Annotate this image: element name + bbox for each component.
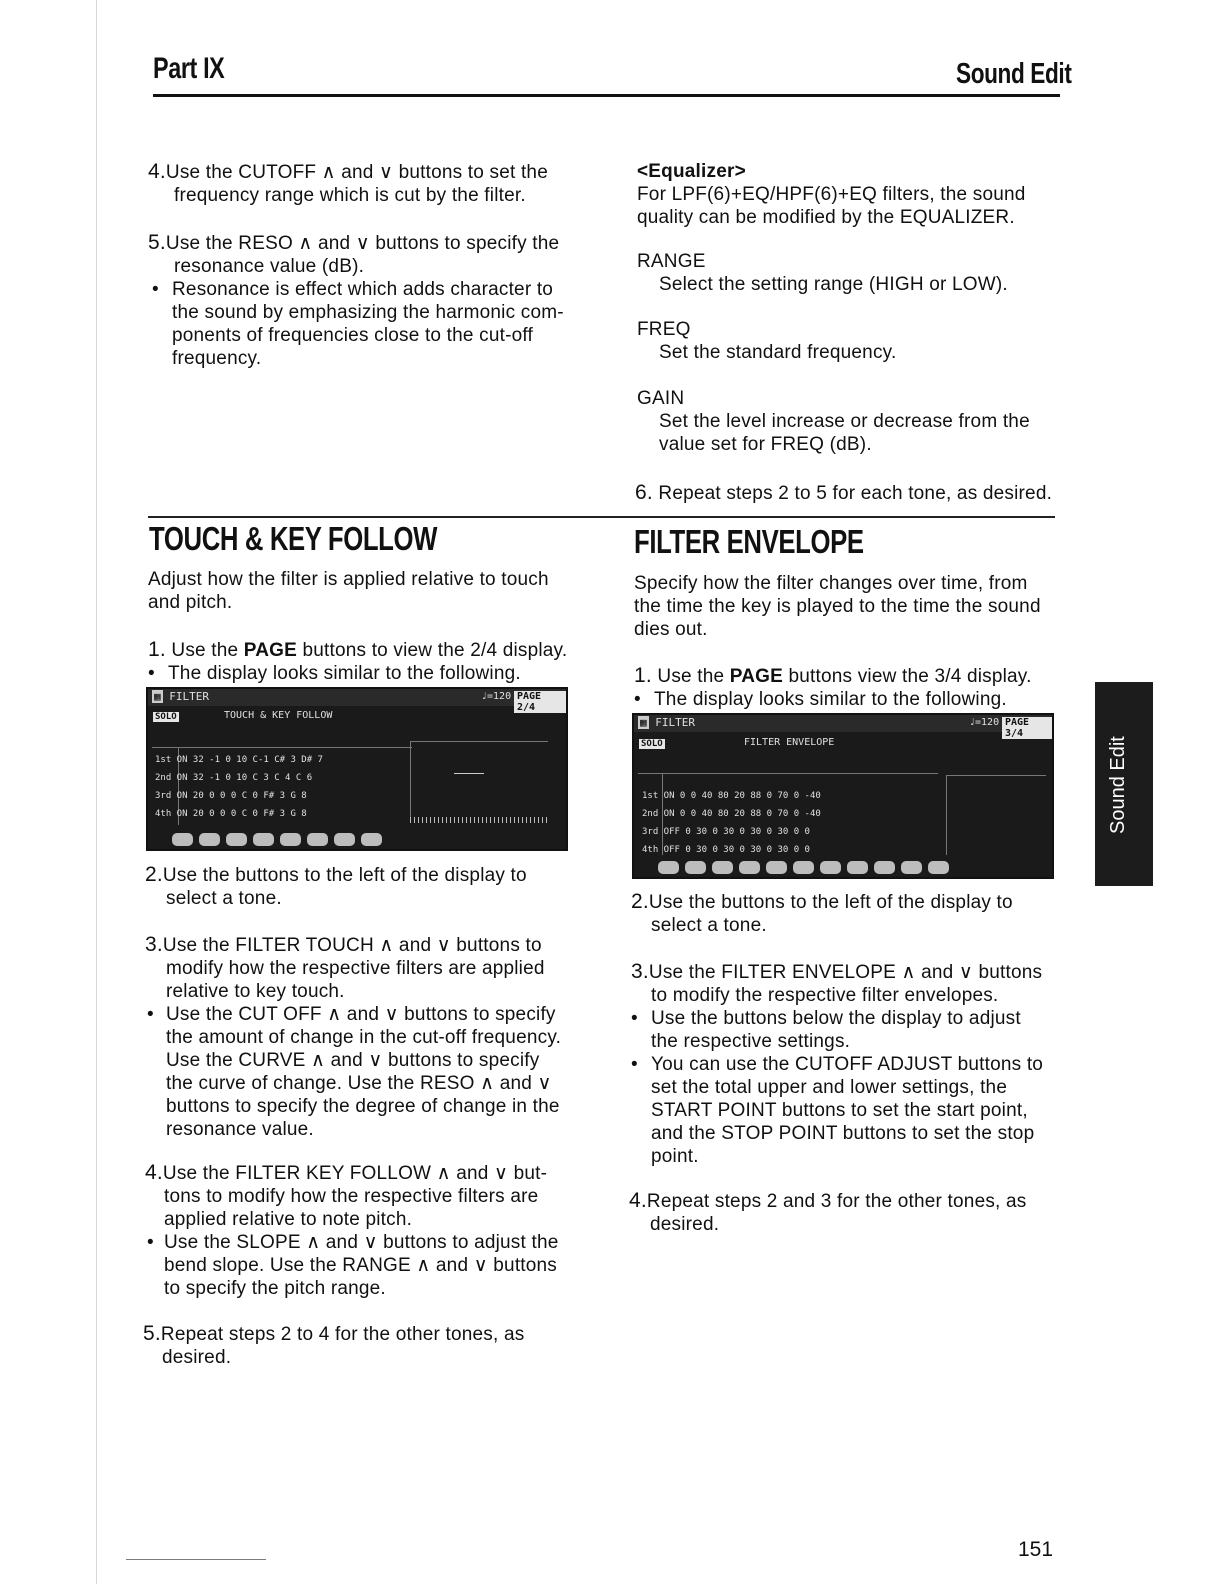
equalizer-section: <Equalizer> For LPF(6)+EQ/HPF(6)+EQ filters, the sound quality can be modified by the EQUALIZER. bbox=[637, 161, 1026, 228]
filter-icon: ▦ bbox=[640, 716, 647, 729]
envelope-step-1: 1. Use the PAGE buttons view the 3/4 display. • The display looks similar to the following. bbox=[634, 664, 1032, 710]
touch-step-3: 3.Use the FILTER TOUCH ∧ and ∨ buttons to modify how the respective filters are applied relative to key touch. • Use the CUT OFF ∧ and ∨ buttons to specify the amount of change in the cut-off frequency. Use the CURVE ∧ and ∨ buttons to specify the curve of change. Use the RESO ∧ and ∨ buttons to specify the degree of change in the resonance value. bbox=[145, 933, 562, 1140]
range-item: RANGE Select the setting range (HIGH or LOW). bbox=[637, 251, 1008, 295]
touch-lcd-display: ▦ FILTER ♩=120 PAGE 2/4 SOLO TOUCH & KEY FOLLOW 1st ON 32 -1 0 10 C-1 C# 3 D# 7 2nd ON 32 -1 0 10 C 3 C 4 C 6 3rd ON 20 0 0 0 C 0 F# 3 G 8 4th ON 20 0 0 0 C 0 F# 3 G 8 bbox=[146, 687, 568, 851]
cutoff-step: 4.Use the CUTOFF ∧ and ∨ buttons to set the frequency range which is cut by the filter. bbox=[148, 160, 548, 206]
envelope-step-2: 2.Use the buttons to the left of the display to select a tone. bbox=[631, 890, 1013, 936]
envelope-step-3: 3.Use the FILTER ENVELOPE ∧ and ∨ buttons to modify the respective filter envelopes. • Use the buttons below the display to adjust the respective settings. • You can use the CUTOFF ADJUST buttons to set the total upper and lower settings, the START POINT buttons to set the start point, and the STOP POINT buttons to set the stop point. bbox=[631, 960, 1044, 1167]
part-heading: Part IX bbox=[153, 52, 225, 85]
envelope-intro: Specify how the filter changes over time, from the time the key is played to the time the sound dies out. bbox=[634, 573, 1041, 640]
footer-line bbox=[126, 1559, 266, 1560]
header-rule bbox=[153, 94, 1060, 97]
touch-step-2: 2.Use the buttons to the left of the display to select a tone. bbox=[145, 863, 527, 909]
side-tab: Sound Edit bbox=[1095, 682, 1153, 886]
reso-step: 5.Use the RESO ∧ and ∨ buttons to specify the resonance value (dB). • Resonance is effect which adds character to the sound by emphasizing the harmonic com- ponents of frequencies close to the cut-off frequency. bbox=[148, 231, 564, 369]
envelope-lcd-buttons bbox=[658, 859, 955, 875]
envelope-step-4: 4.Repeat steps 2 and 3 for the other tones, as desired. bbox=[629, 1189, 1027, 1235]
touch-intro: Adjust how the filter is applied relative to touch and pitch. bbox=[148, 569, 549, 613]
touch-step-1: 1. Use the PAGE buttons to view the 2/4 display. • The display looks similar to the following. bbox=[148, 638, 568, 684]
margin-line bbox=[96, 0, 97, 1584]
repeat-step-6: 6. Repeat steps 2 to 5 for each tone, as desired. bbox=[635, 481, 1053, 504]
touch-step-5: 5.Repeat steps 2 to 4 for the other tones, as desired. bbox=[143, 1322, 525, 1368]
touch-step-4: 4.Use the FILTER KEY FOLLOW ∧ and ∨ but- tons to modify how the respective filters are applied relative to note pitch. • Use the SLOPE ∧ and ∨ buttons to adjust the bend slope. Use the RANGE ∧ and ∨ buttons to specify the pitch range. bbox=[145, 1161, 559, 1299]
touch-lcd-buttons bbox=[172, 831, 388, 847]
freq-item: FREQ Set the standard frequency. bbox=[637, 319, 897, 363]
chapter-heading: Sound Edit bbox=[956, 58, 1072, 90]
gain-item: GAIN Set the level increase or decrease from the value set for FREQ (dB). bbox=[637, 388, 1030, 455]
section-rule bbox=[148, 516, 1055, 518]
page-number: 151 bbox=[1018, 1538, 1054, 1561]
envelope-lcd-display: ▦ FILTER ♩=120 PAGE 3/4 SOLO FILTER ENVELOPE 1st ON 0 0 40 80 20 88 0 70 0 -40 2nd ON 0 0 40 80 20 88 0 70 0 -40 3rd OFF 0 30 0 30 0 30 0 30 0 0 4th OFF 0 30 0 30 0 30 0 30 0 0 bbox=[632, 713, 1054, 879]
filter-icon: ▦ bbox=[154, 690, 161, 703]
touch-key-follow-title: TOUCH & KEY FOLLOW bbox=[149, 520, 438, 557]
filter-envelope-title: FILTER ENVELOPE bbox=[634, 523, 864, 560]
